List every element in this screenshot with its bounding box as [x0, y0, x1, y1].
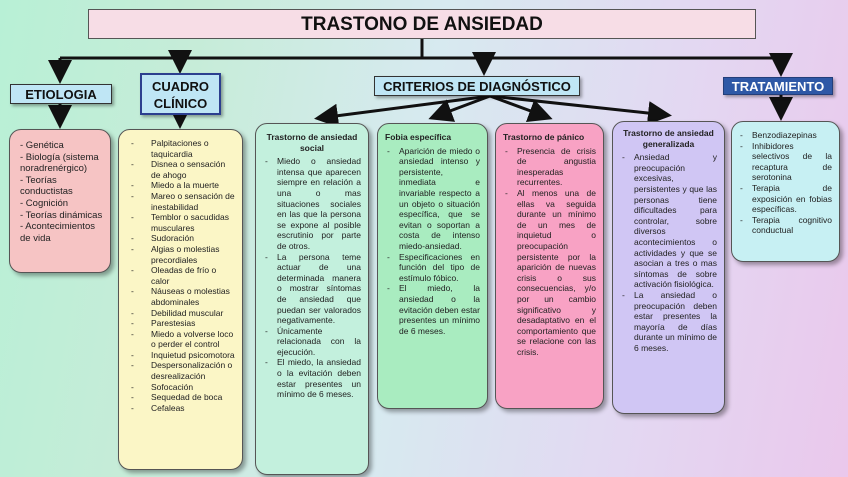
list-item: - Terapia cognitivo conductual — [738, 215, 832, 236]
etiologia-card — [9, 129, 111, 273]
list-item: - Despersonalización o desrealización — [127, 360, 236, 381]
ansiedad-generalizada-title: Trastorno de ansiedad generalizada — [623, 128, 714, 149]
ansiedad-social-list — [263, 156, 361, 400]
list-item: - Biología (sistema noradrenérgico) — [20, 151, 99, 175]
list-item: - Especificaciones en función del tipo de estímulo fóbico. — [385, 252, 480, 284]
header-tratamiento: TRATAMIENTO — [723, 77, 833, 95]
list-item: - Al menos una de ellas va seguida durante un mínimo de un mes de inquietud o preocupación persistente por la aparición de nuevas crisis o sus consecuencias, y/o por un cambio significativo y desadaptativo en el comportamiento que se relacione con las crisis. — [503, 188, 596, 358]
fobia-especifica-card — [377, 123, 488, 409]
list-item: - Mareo o sensación de inestabilidad — [127, 191, 236, 212]
list-item: - Teorías dinámicas — [20, 209, 103, 221]
list-item: - Disnea o sensación de ahogo — [127, 159, 236, 180]
header-criterios-diagnostico: CRITERIOS DE DIAGNÓSTICO — [374, 76, 580, 96]
list-item: - Náuseas o molestias abdominales — [127, 286, 236, 307]
header-cuadro-clinico: CUADRO CLÍNICO — [140, 73, 221, 115]
list-item: - Aparición de miedo o ansiedad intenso y persistente, inmediata e invariable respecto a un objeto o situación específica, que se evitan o soportan a costa de intenso miedo-ansiedad. — [385, 146, 480, 252]
ansiedad-social-card — [255, 123, 369, 475]
fobia-especifica-list — [385, 146, 480, 337]
list-item: - Palpitaciones o taquicardia — [127, 138, 236, 159]
list-item: - Ansiedad y preocupación excesivas, persistentes y que las personas tiene dificultades para controlar, sobre diversos acontecimientos o actividades y que se asocian a tres o mas síntomas de sobre activación fisiológica. — [620, 152, 717, 290]
list-item: - Parestesias — [127, 318, 236, 329]
cuadro-clinico-card — [118, 129, 243, 470]
list-item: - Presencia de crisis de angustia inesperadas recurrentes. — [503, 146, 596, 188]
etiologia-list — [20, 140, 104, 244]
list-item: - Inquietud psicomotora — [127, 350, 236, 361]
list-item: - La persona teme actuar de una determinada manera o mostrar síntomas de ansiedad que puedan ser valorados negativamente. — [263, 252, 361, 326]
list-item: - El miedo, la ansiedad o la evitación deben estar presentes un mínimo de 6 meses. — [385, 283, 480, 336]
list-item: - Teorías conductistas — [20, 174, 73, 198]
trastorno-panico-card — [495, 123, 604, 409]
list-item: - Debilidad muscular — [127, 308, 236, 319]
header-etiologia: ETIOLOGIA — [10, 84, 112, 104]
list-item: - Únicamente relacionada con la ejecución. — [263, 326, 361, 358]
list-item: - Genética — [20, 140, 64, 151]
list-item: - Sequedad de boca — [127, 392, 236, 403]
list-item: - El miedo, la ansiedad o la evitación deben estar presentes un mínimo de 6 meses. — [263, 357, 361, 399]
ansiedad-social-title: Trastorno de ansiedad social — [266, 132, 358, 153]
list-item: - Miedo a la muerte — [127, 180, 236, 191]
tratamiento-list — [738, 130, 832, 236]
ansiedad-generalizada-card — [612, 121, 725, 414]
list-item: - Algias o molestias precordiales — [127, 244, 236, 265]
list-item: - Benzodiazepinas — [738, 130, 832, 141]
list-item: - Inhibidores selectivos de la recaptura de serotonina — [738, 141, 832, 183]
list-item: - Miedo o ansiedad intensa que aparecen siempre en relación a una o mas situaciones sociales en las que la persona se expone al posible escrutinio por parte de otros. — [263, 156, 361, 251]
tratamiento-card — [731, 121, 840, 262]
list-item: - Sudoración — [127, 233, 236, 244]
main-title: TRASTONO DE ANSIEDAD — [88, 9, 756, 39]
list-item: - Cognición — [20, 197, 69, 209]
fobia-especifica-title: Fobia específica — [385, 132, 452, 142]
list-item: - La ansiedad o preocupación deben estar presentes la mayoría de días durante un mínimo de 6 meses. — [620, 290, 717, 354]
trastorno-panico-title: Trastorno de pánico — [503, 132, 585, 142]
list-item: - Temblor o sacudidas musculares — [127, 212, 236, 233]
list-item: - Cefaleas — [127, 403, 236, 414]
list-item: - Terapia de exposición en fobias específicas. — [738, 183, 832, 215]
list-item: - Sofocación — [127, 382, 236, 393]
list-item: - Acontecimientos de vida — [20, 221, 95, 244]
ansiedad-generalizada-list — [620, 152, 717, 353]
cuadro-clinico-list — [127, 138, 236, 413]
list-item: - Miedo a volverse loco o perder el control — [127, 329, 236, 350]
trastorno-panico-list — [503, 146, 596, 358]
list-item: - Oleadas de frío o calor — [127, 265, 236, 286]
